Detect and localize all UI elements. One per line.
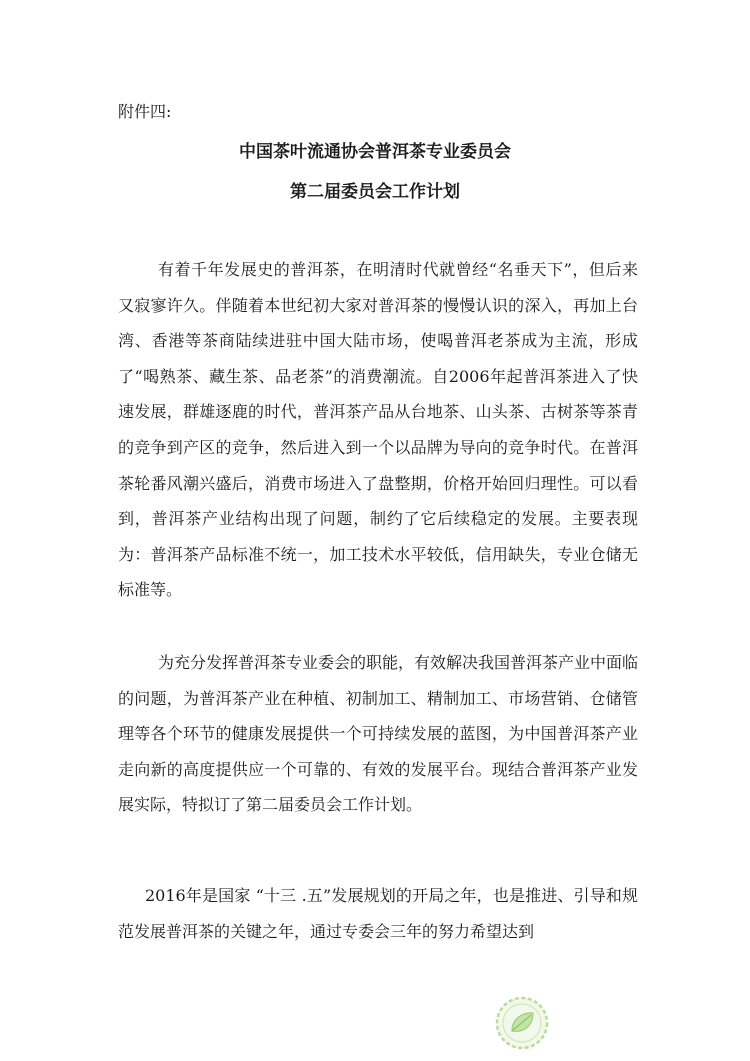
tea-leaf-logo-icon: [494, 995, 550, 1051]
document-title-line-1: 中国茶叶流通协会普洱茶专业委员会: [239, 142, 511, 162]
body-paragraph-1: 有着千年发展史的普洱茶，在明清时代就曾经“名垂天下”，但后来又寂寥许久。伴随着本世纪初大家对普洱茶的慢慢认识的深入，再加上台湾、香港等茶商陆续进驻中国大陆市场，使喝普洱老茶成为主流，形成了“喝熟茶、藏生茶、品老茶”的消费潮流。自2006年起普洱茶进入了快速发展，群雄逐鹿的时代，普洱茶产品从台地茶、山头茶、古树茶等茶青的竞争到产区的竞争，然后进入到一个以品牌为导向的竞争时代。在普洱茶轮番风潮兴盛后，消费市场进入了盘整期，价格开始回归理性。可以看到，普洱茶产业结构出现了问题，制约了它后续稳定的发展。主要表现为：普洱茶产品标准不统一，加工技术水平较低，信用缺失，专业仓储无标准等。: [118, 260, 638, 600]
attachment-label: 附件四:: [118, 102, 172, 121]
body-paragraph-3: 2016年是国家 “十三 .五”发展规划的开局之年，也是推进、引导和规范发展普洱茶的关键之年，通过专委会三年的努力希望达到: [118, 886, 638, 941]
body-paragraph-2: 为充分发挥普洱茶专业委会的职能，有效解决我国普洱茶产业中面临的问题，为普洱茶产业在种植、初制加工、精制加工、市场营销、仓储管理等各个环节的健康发展提供一个可持续发展的蓝图，为中国普洱茶产业走向新的高度提供应一个可靠的、有效的发展平台。现结合普洱茶产业发展实际，特拟订了第二届委员会工作计划。: [118, 653, 639, 815]
document-title-line-2: 第二届委员会工作计划: [290, 182, 460, 202]
